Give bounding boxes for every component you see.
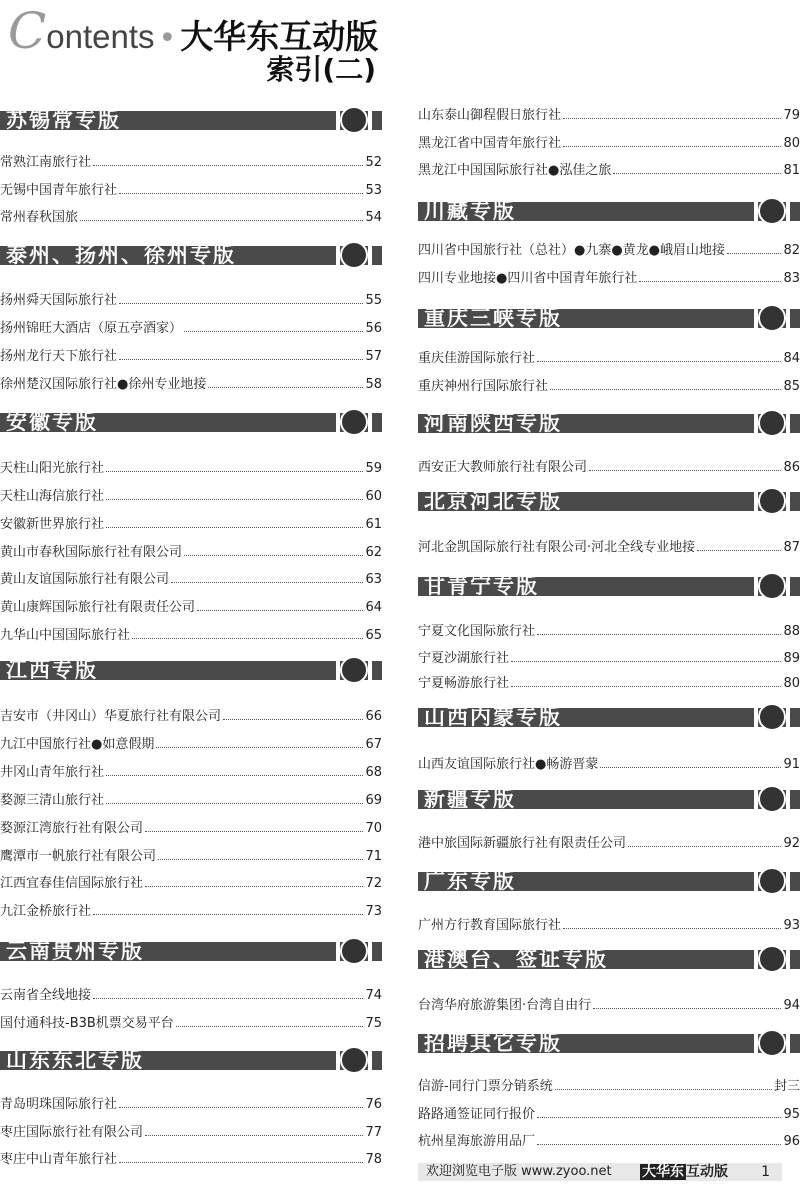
entry-page: 58 — [365, 377, 382, 392]
entry-name: 西安正大教师旅行社有限公司 — [418, 460, 588, 475]
entry-name: 黄山市春秋国际旅行社有限公司 — [0, 545, 183, 560]
index-entry[interactable] — [0, 732, 382, 752]
footer-brand-inverted: 大华东 — [642, 1164, 684, 1180]
bar-tail — [790, 492, 800, 511]
entry-name: 台湾华府旅游集团·台湾自由行 — [418, 998, 592, 1013]
footer-website-text: 欢迎浏览电子版 www.zyoo.net — [426, 1164, 612, 1179]
index-entry[interactable] — [0, 1092, 382, 1112]
index-entry[interactable] — [0, 595, 382, 615]
entry-page: 62 — [365, 545, 382, 560]
section-circle-icon — [758, 867, 786, 895]
entry-page: 77 — [365, 1125, 382, 1140]
dot-leader — [176, 1026, 364, 1027]
index-entry[interactable] — [418, 158, 800, 178]
section-title: 新疆专版 — [424, 787, 516, 811]
entry-page: 65 — [365, 628, 382, 643]
dot-leader — [697, 550, 781, 551]
section-header — [418, 1029, 800, 1057]
section-circle-icon — [758, 197, 786, 225]
index-entry[interactable] — [0, 704, 382, 724]
entry-name: 九华山中国国际旅行社 — [0, 628, 131, 643]
entry-name: 无锡中国青年旅行社 — [0, 183, 118, 198]
entry-name: 杭州星海旅游用品厂 — [418, 1134, 536, 1149]
entry-name: 青岛明珠国际旅行社 — [0, 1097, 118, 1112]
bar-tail — [372, 111, 382, 130]
section-circle-icon — [758, 409, 786, 437]
entry-name: 常熟江南旅行社 — [0, 155, 92, 170]
entry-page: 68 — [365, 765, 382, 780]
bar-tail — [790, 790, 800, 809]
entry-name: 天柱山海信旅行社 — [0, 489, 105, 504]
entry-page: 76 — [365, 1097, 382, 1112]
section-header — [0, 408, 382, 436]
section-title: 甘青宁专版 — [424, 574, 539, 598]
entry-page: 89 — [783, 651, 800, 666]
dot-leader — [106, 471, 363, 472]
entry-name: 广州方行教育国际旅行社 — [418, 918, 562, 933]
section-header — [0, 1046, 382, 1074]
entry-name: 安徽新世界旅行社 — [0, 517, 105, 532]
dot-leader — [537, 361, 781, 362]
entry-name: 黄山康辉国际旅行社有限责任公司 — [0, 600, 196, 615]
index-entry[interactable] — [418, 131, 800, 151]
index-entry[interactable] — [0, 1147, 382, 1167]
index-entry[interactable] — [418, 752, 800, 772]
section-header — [418, 572, 800, 600]
section-circle-icon — [340, 1046, 368, 1074]
index-entry[interactable] — [0, 316, 382, 336]
entry-page: 83 — [783, 271, 800, 286]
contents-initial: C — [8, 2, 47, 60]
dot-leader — [537, 634, 781, 635]
entry-name: 吉安市（井冈山）华夏旅行社有限公司 — [0, 709, 222, 724]
dot-leader — [511, 661, 781, 662]
dot-leader — [727, 253, 781, 254]
section-header — [0, 656, 382, 684]
bar-tail — [372, 1051, 382, 1070]
entry-page: 67 — [365, 737, 382, 752]
entry-page: 66 — [365, 709, 382, 724]
entry-name: 鹰潭市一帆旅行社有限公司 — [0, 849, 157, 864]
index-entry[interactable] — [0, 623, 382, 643]
dot-leader — [119, 303, 363, 304]
bar-tail — [790, 1034, 800, 1053]
dot-leader — [639, 281, 781, 282]
bar-tail — [790, 202, 800, 221]
section-circle-icon — [758, 487, 786, 515]
entry-page: 94 — [783, 998, 800, 1013]
dot-leader — [119, 1162, 363, 1163]
page-number: 1 — [761, 1164, 770, 1180]
section-header — [418, 304, 800, 332]
entry-page: 63 — [365, 572, 382, 587]
section-header — [418, 197, 800, 225]
entry-page: 78 — [365, 1152, 382, 1167]
entry-page: 70 — [365, 821, 382, 836]
index-entry[interactable] — [0, 899, 382, 919]
entry-name: 四川专业地接●四川省中国青年旅行社 — [418, 271, 638, 286]
entry-page: 80 — [783, 676, 800, 691]
index-entry[interactable] — [0, 540, 382, 560]
entry-page: 80 — [783, 136, 800, 151]
section-header — [418, 487, 800, 515]
dot-leader — [132, 638, 363, 639]
section-circle-icon — [758, 1029, 786, 1057]
entry-page: 75 — [365, 1016, 382, 1031]
entry-page: 64 — [365, 600, 382, 615]
section-title: 山东东北专版 — [6, 1048, 144, 1072]
entry-page: 85 — [783, 379, 800, 394]
footer-brand — [640, 1162, 728, 1182]
entry-page: 96 — [783, 1134, 800, 1149]
section-title: 广东专版 — [424, 869, 516, 893]
dot-leader — [93, 165, 363, 166]
dot-leader — [93, 914, 363, 915]
index-entry[interactable] — [0, 372, 382, 392]
entry-page: 91 — [783, 757, 800, 772]
entry-name: 徐州楚汉国际旅行社●徐州专业地接 — [0, 377, 207, 392]
entry-name: 黄山友谊国际旅行社有限公司 — [0, 572, 170, 587]
entry-name: 港中旅国际新疆旅行社有限责任公司 — [418, 836, 627, 851]
index-entry[interactable] — [418, 619, 800, 639]
footer-brand-rest: 互动版 — [686, 1164, 728, 1180]
section-title: 港澳台、签证专版 — [424, 947, 608, 971]
entry-page: 52 — [365, 155, 382, 170]
section-circle-icon — [758, 703, 786, 731]
dot-leader — [184, 331, 363, 332]
entry-name: 云南省全线地接 — [0, 988, 92, 1003]
entry-name: 枣庄中山青年旅行社 — [0, 1152, 118, 1167]
entry-page: 57 — [365, 349, 382, 364]
dot-leader — [600, 767, 781, 768]
entry-name: 宁夏沙湖旅行社 — [418, 651, 510, 666]
dot-leader — [145, 886, 363, 887]
entry-page: 74 — [365, 988, 382, 1003]
index-entry[interactable] — [418, 913, 800, 933]
entry-page: 59 — [365, 461, 382, 476]
dot-leader — [145, 831, 363, 832]
dot-leader — [106, 775, 363, 776]
section-title: 云南贵州专版 — [6, 939, 144, 963]
entry-page: 86 — [783, 460, 800, 475]
dot-leader — [145, 1135, 363, 1136]
title-dot: • — [158, 21, 177, 56]
bar-tail — [790, 708, 800, 727]
dot-leader — [106, 803, 363, 804]
section-header — [0, 937, 382, 965]
index-entry[interactable] — [0, 150, 382, 170]
dot-leader — [550, 389, 781, 390]
entry-name: 天柱山阳光旅行社 — [0, 461, 105, 476]
section-circle-icon — [758, 945, 786, 973]
entry-name: 重庆神州行国际旅行社 — [418, 379, 549, 394]
index-entry[interactable] — [0, 1120, 382, 1140]
entry-name: 江西宜春佳信国际旅行社 — [0, 876, 144, 891]
section-header — [418, 409, 800, 437]
bar-tail — [372, 246, 382, 265]
entry-name: 九江中国旅行社●如意假期 — [0, 737, 155, 752]
bar-tail — [372, 413, 382, 432]
index-entry[interactable] — [418, 671, 800, 691]
dot-leader — [613, 173, 781, 174]
section-title: 川藏专版 — [424, 199, 516, 223]
section-title: 江西专版 — [6, 658, 98, 682]
entry-name: 河北金凯国际旅行社有限公司·河北全线专业地接 — [418, 540, 696, 555]
section-header — [418, 867, 800, 895]
index-entry[interactable] — [418, 238, 800, 258]
index-entry[interactable] — [418, 993, 800, 1013]
bar-tail — [372, 942, 382, 961]
dot-leader — [563, 928, 781, 929]
entry-name: 婺源江湾旅行社有限公司 — [0, 821, 144, 836]
bar-tail — [790, 309, 800, 328]
section-title: 北京河北专版 — [424, 489, 562, 513]
index-entry[interactable] — [0, 288, 382, 308]
entry-name: 国付通科技-B3B机票交易平台 — [0, 1016, 174, 1031]
index-entry[interactable] — [418, 1129, 800, 1149]
section-circle-icon — [758, 572, 786, 600]
dot-leader — [563, 118, 781, 119]
entry-page: 79 — [783, 108, 800, 123]
dot-leader — [555, 1089, 772, 1090]
index-entry[interactable] — [0, 844, 382, 864]
index-entry[interactable] — [418, 831, 800, 851]
dot-leader — [563, 146, 781, 147]
index-entry[interactable] — [0, 205, 382, 225]
entry-name: 九江金桥旅行社 — [0, 904, 92, 919]
section-title: 山西内蒙专版 — [424, 705, 562, 729]
page-footer — [418, 1160, 800, 1184]
entry-name: 婺源三清山旅行社 — [0, 793, 105, 808]
dot-leader — [119, 359, 363, 360]
entry-page: 53 — [365, 183, 382, 198]
entry-page: 55 — [365, 293, 382, 308]
index-entry[interactable] — [418, 346, 800, 366]
section-title: 河南陕西专版 — [424, 411, 562, 435]
entry-name: 信游-同行门票分销系统 — [418, 1079, 553, 1094]
dot-leader — [171, 582, 363, 583]
bar-tail — [790, 577, 800, 596]
bar-tail — [790, 414, 800, 433]
entry-page: 87 — [783, 540, 800, 555]
section-title: 泰州、扬州、徐州专版 — [6, 243, 236, 267]
entry-page: 92 — [783, 836, 800, 851]
entry-page: 56 — [365, 321, 382, 336]
entry-page: 60 — [365, 489, 382, 504]
dot-leader — [197, 610, 363, 611]
dot-leader — [511, 686, 781, 687]
index-entry[interactable] — [0, 816, 382, 836]
index-entry[interactable] — [0, 344, 382, 364]
entry-page: 84 — [783, 351, 800, 366]
entry-name: 路路通签证同行报价 — [418, 1107, 536, 1122]
dot-leader — [593, 1008, 781, 1009]
index-entry[interactable] — [0, 567, 382, 587]
index-entry[interactable] — [0, 456, 382, 476]
section-header — [0, 106, 382, 134]
index-entry[interactable] — [0, 178, 382, 198]
dot-leader — [208, 387, 363, 388]
index-entry[interactable] — [418, 455, 800, 475]
section-circle-icon — [340, 656, 368, 684]
bar-tail — [790, 950, 800, 969]
entry-name: 常州春秋国旅 — [0, 210, 79, 225]
entry-name: 扬州龙行天下旅行社 — [0, 349, 118, 364]
bar-tail — [372, 661, 382, 680]
entry-name: 宁夏文化国际旅行社 — [418, 624, 536, 639]
section-circle-icon — [758, 785, 786, 813]
index-entry[interactable] — [418, 266, 800, 286]
section-title: 安徽专版 — [6, 410, 98, 434]
entry-name: 扬州舜天国际旅行社 — [0, 293, 118, 308]
entry-page: 封三 — [773, 1079, 800, 1094]
entry-name: 黑龙江中国国际旅行社●泓佳之旅 — [418, 163, 612, 178]
entry-name: 宁夏畅游旅行社 — [418, 676, 510, 691]
index-entry[interactable] — [418, 535, 800, 555]
dot-leader — [223, 719, 363, 720]
index-entry[interactable] — [418, 1102, 800, 1122]
section-circle-icon — [340, 241, 368, 269]
entry-name: 山西友谊国际旅行社●畅游晋蒙 — [418, 757, 599, 772]
dot-leader — [119, 1107, 363, 1108]
magazine-title: 大华东互动版 — [180, 17, 379, 56]
dot-leader — [158, 859, 363, 860]
section-header — [418, 703, 800, 731]
section-header — [418, 785, 800, 813]
dot-leader — [589, 470, 781, 471]
contents-word: ontents — [46, 18, 155, 55]
page-header — [0, 0, 800, 100]
dot-leader — [119, 193, 363, 194]
entry-name: 黑龙江省中国青年旅行社 — [418, 136, 562, 151]
index-entry[interactable] — [418, 103, 800, 123]
entry-name: 扬州锦旺大酒店（原五亭酒家） — [0, 321, 183, 336]
index-entry[interactable] — [0, 512, 382, 532]
entry-name: 重庆佳游国际旅行社 — [418, 351, 536, 366]
section-circle-icon — [758, 304, 786, 332]
index-entry[interactable] — [0, 484, 382, 504]
index-entry[interactable] — [0, 1011, 382, 1031]
entry-page: 69 — [365, 793, 382, 808]
dot-leader — [93, 998, 363, 999]
section-header — [418, 945, 800, 973]
entry-name: 四川省中国旅行社（总社）●九寨●黄龙●峨眉山地接 — [418, 243, 726, 258]
section-header — [0, 241, 382, 269]
dot-leader — [184, 555, 363, 556]
entry-page: 73 — [365, 904, 382, 919]
entry-name: 山东泰山御程假日旅行社 — [418, 108, 562, 123]
entry-page: 93 — [783, 918, 800, 933]
section-title: 重庆三峡专版 — [424, 306, 562, 330]
section-title: 苏锡常专版 — [6, 108, 121, 132]
section-title: 招聘其它专版 — [424, 1031, 562, 1055]
entry-page: 88 — [783, 624, 800, 639]
dot-leader — [80, 220, 363, 221]
section-circle-icon — [340, 937, 368, 965]
entry-page: 71 — [365, 849, 382, 864]
dot-leader — [537, 1117, 781, 1118]
bar-tail — [790, 872, 800, 891]
index-entry[interactable] — [0, 983, 382, 1003]
index-entry[interactable] — [0, 871, 382, 891]
index-entry[interactable] — [418, 1074, 800, 1094]
entry-page: 81 — [783, 163, 800, 178]
entry-page: 72 — [365, 876, 382, 891]
index-entry[interactable] — [0, 760, 382, 780]
index-entry[interactable] — [418, 374, 800, 394]
entry-page: 95 — [783, 1107, 800, 1122]
entry-name: 井冈山青年旅行社 — [0, 765, 105, 780]
entry-page: 61 — [365, 517, 382, 532]
dot-leader — [537, 1144, 781, 1145]
dot-leader — [106, 527, 363, 528]
index-subtitle: 索引(二) — [266, 53, 376, 86]
dot-leader — [156, 747, 363, 748]
entry-name: 枣庄国际旅行社有限公司 — [0, 1125, 144, 1140]
entry-page: 82 — [783, 243, 800, 258]
dot-leader — [106, 499, 363, 500]
section-circle-icon — [340, 106, 368, 134]
entry-page: 54 — [365, 210, 382, 225]
index-entry[interactable] — [418, 646, 800, 666]
index-entry[interactable] — [0, 788, 382, 808]
section-circle-icon — [340, 408, 368, 436]
dot-leader — [628, 846, 781, 847]
